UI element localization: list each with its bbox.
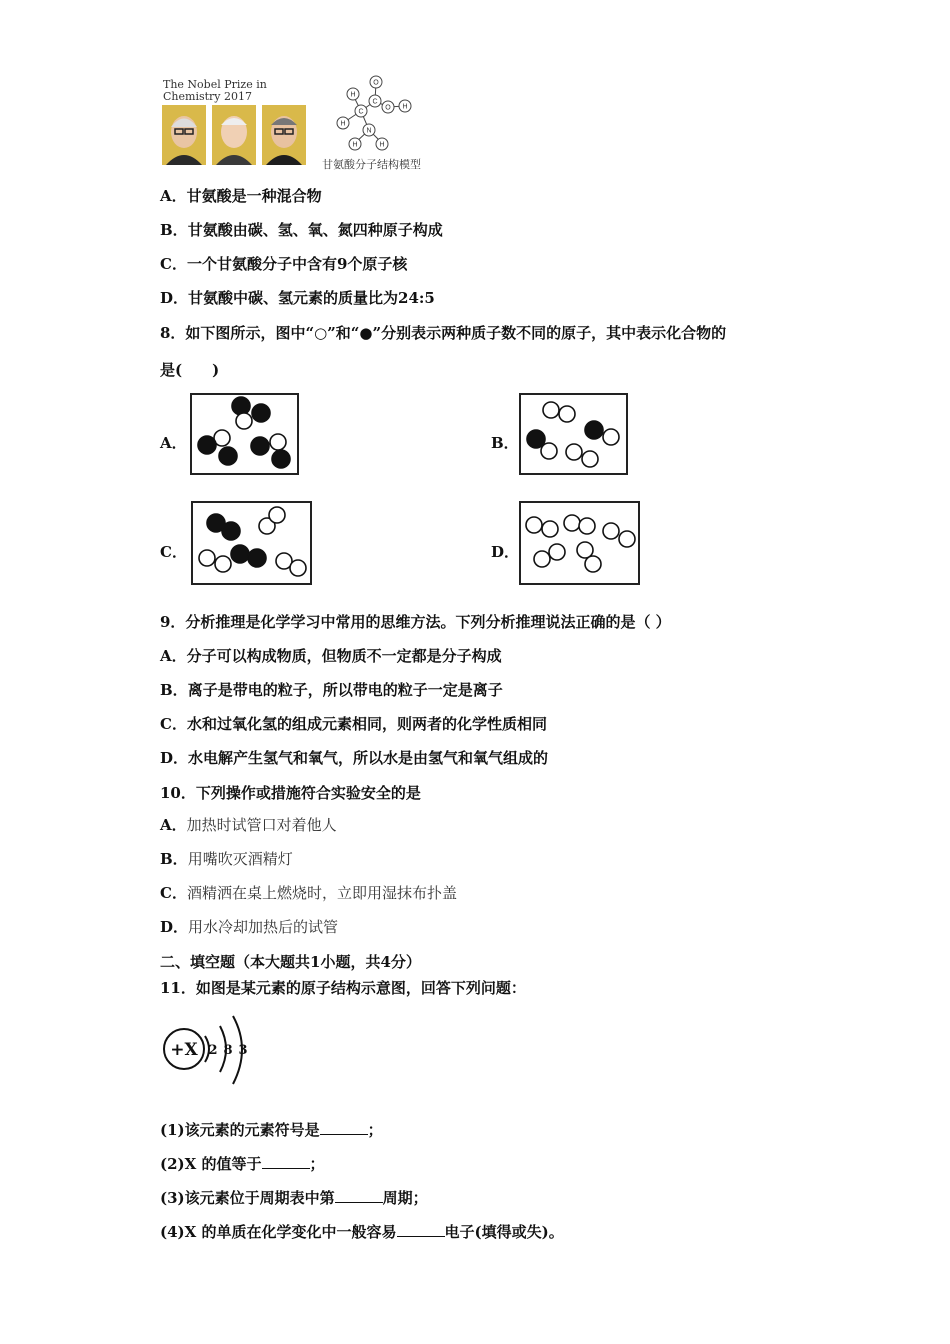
option-letter: D．: [160, 289, 189, 307]
option-letter: A．: [160, 647, 187, 665]
q9-option-d[interactable]: [160, 748, 548, 768]
option-text: 酒精洒在桌上燃烧时，立即用湿抹布扑盖: [186, 884, 457, 902]
nobel-caption-line2: Chemistry 2017: [163, 90, 252, 103]
q10-option-d[interactable]: [160, 917, 338, 937]
q10-option-a[interactable]: [160, 815, 337, 835]
atom-label: H: [352, 141, 358, 149]
molecule-caption: 甘氨酸分子结构模型: [322, 158, 421, 171]
option-letter: B．: [160, 681, 188, 699]
q8-option-d-label[interactable]: D．: [491, 543, 520, 561]
q8-figure-b: [519, 393, 629, 475]
q10-option-b[interactable]: [160, 849, 293, 869]
option-text: 甘氨酸中碳、氢元素的质量比为24:5: [188, 289, 435, 307]
sub-question-text: (2)X 的值等于: [160, 1155, 262, 1173]
q8-stem-line2: 是( ): [160, 361, 220, 379]
q8-figure-a: [190, 393, 300, 475]
q11-sub4: [160, 1222, 564, 1242]
atomic-structure-diagram: [160, 1012, 260, 1092]
option-text: 甘氨酸由碳、氢、氧、氮四种原子构成: [187, 221, 443, 239]
atom-label: H: [340, 120, 346, 128]
sub-question-suffix: ；: [367, 1121, 383, 1139]
option-text: 用嘴吹灭酒精灯: [187, 850, 293, 868]
nobel-caption: [163, 79, 267, 103]
nobel-caption-line1: The Nobel Prize in: [163, 78, 267, 91]
answer-blank[interactable]: [262, 1154, 310, 1169]
shell-electron-count: 2: [208, 1043, 218, 1058]
atom-label: H: [402, 103, 408, 111]
atom-label: H: [379, 141, 385, 149]
option-letter: D．: [160, 749, 189, 767]
portrait-1: [162, 105, 206, 165]
atom-label: O: [373, 79, 379, 87]
option-letter: B．: [160, 221, 188, 239]
q10-stem: 10．下列操作或措施符合实验安全的是: [160, 784, 421, 802]
q9-option-b[interactable]: [160, 680, 503, 700]
q8-option-a-label[interactable]: A．: [160, 434, 187, 452]
sub-question-text: (4)X 的单质在化学变化中一般容易: [160, 1223, 397, 1241]
option-text: 一个甘氨酸分子中含有9个原子核: [186, 255, 408, 273]
sub-question-text: (1)该元素的元素符号是: [160, 1121, 320, 1139]
option-letter: C．: [160, 255, 187, 273]
q8-figure-c: [191, 501, 313, 585]
nobel-laureate-portraits: [162, 105, 312, 167]
q11-sub2: [160, 1154, 325, 1174]
option-text: 离子是带电的粒子，所以带电的粒子一定是离子: [187, 681, 503, 699]
q7-option-a[interactable]: [160, 186, 322, 206]
q10-option-c[interactable]: [160, 883, 457, 903]
q8-figure-d: [519, 501, 641, 585]
portrait-2: [212, 105, 256, 165]
q7-option-c[interactable]: [160, 254, 407, 274]
answer-blank[interactable]: [320, 1120, 368, 1135]
option-letter: A．: [160, 816, 187, 834]
sub-question-text: (3)该元素位于周期表中第: [160, 1189, 335, 1207]
option-text: 水电解产生氢气和氧气，所以水是由氢气和氧气组成的: [188, 749, 549, 767]
q11-stem: 11．如图是某元素的原子结构示意图，回答下列问题：: [160, 979, 526, 997]
sub-question-suffix: ；: [309, 1155, 325, 1173]
option-letter: B．: [160, 850, 188, 868]
option-letter: A．: [160, 187, 187, 205]
q9-stem: 9．分析推理是化学学习中常用的思维方法。下列分析推理说法正确的是（ ）: [160, 613, 671, 631]
option-letter: C．: [160, 884, 187, 902]
nucleus-label: +X: [170, 1040, 198, 1060]
q11-sub1: [160, 1120, 383, 1140]
q7-option-b[interactable]: [160, 220, 443, 240]
q8-stem-line1: 8．如下图所示，图中“○”和“●”分别表示两种质子数不同的原子，其中表示化合物的: [160, 324, 727, 342]
option-letter: C．: [160, 715, 187, 733]
q9-option-c[interactable]: [160, 714, 547, 734]
atom-label: C: [358, 108, 364, 116]
option-letter: D．: [160, 918, 189, 936]
glycine-molecule-model: [330, 73, 430, 163]
q7-option-d[interactable]: [160, 288, 435, 308]
option-text: 加热时试管口对着他人: [186, 816, 337, 834]
answer-blank[interactable]: [397, 1222, 445, 1237]
q11-sub3: [160, 1188, 428, 1208]
atom-label: O: [385, 104, 391, 112]
shell-electron-count: 3: [238, 1043, 248, 1058]
option-text: 用水冷却加热后的试管: [188, 918, 339, 936]
option-text: 甘氨酸是一种混合物: [186, 187, 322, 205]
q8-option-c-label[interactable]: C．: [160, 543, 187, 561]
sub-question-suffix: 周期；: [382, 1189, 428, 1207]
atom-label: N: [366, 127, 372, 135]
option-text: 分子可以构成物质，但物质不一定都是分子构成: [186, 647, 502, 665]
q8-option-b-label[interactable]: B．: [491, 434, 519, 452]
portrait-3: [262, 105, 306, 165]
option-text: 水和过氧化氢的组成元素相同，则两者的化学性质相同: [186, 715, 547, 733]
atom-label: C: [372, 98, 378, 106]
shell-electron-count: 8: [223, 1043, 233, 1058]
q9-option-a[interactable]: [160, 646, 502, 666]
atom-label: H: [350, 91, 356, 99]
sub-question-suffix: 电子(填得或失)。: [444, 1223, 564, 1241]
answer-blank[interactable]: [335, 1188, 383, 1203]
section-2-title: 二、填空题（本大题共1小题，共4分）: [160, 953, 421, 971]
